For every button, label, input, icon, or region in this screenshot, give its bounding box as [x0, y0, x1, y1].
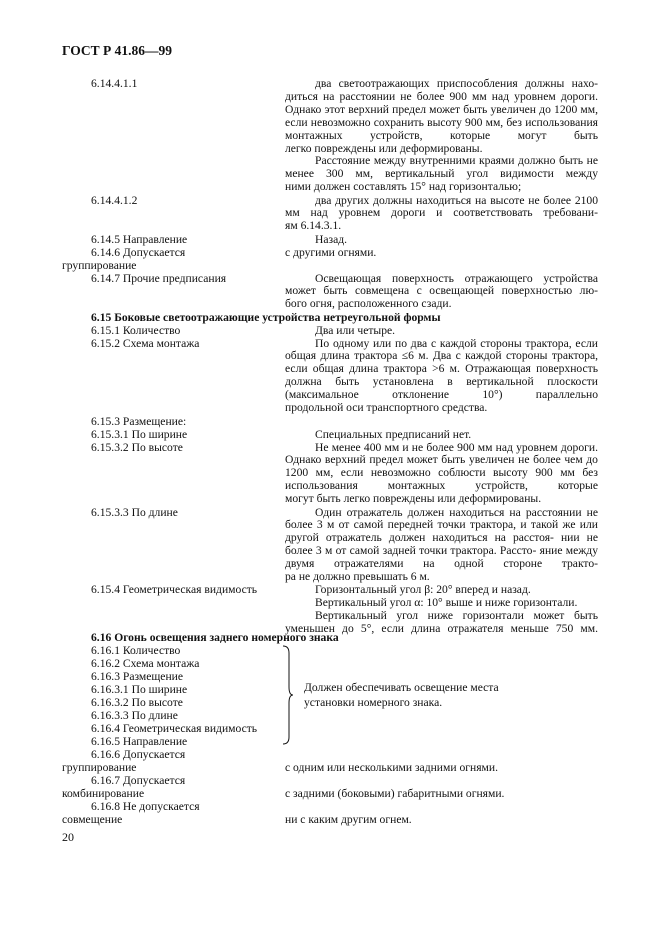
clause-number: 6.16.4 Геометрическая видимость: [91, 722, 258, 735]
clause-text: ними должен составлять 15° над горизонталью;: [285, 180, 522, 194]
clause-text: По одному или по два с каждой стороны трактора, если общая длина трактора ≤6 м. Два с каждой стороны трактора, если общая длина трактора >6 м. Отражающая поверхность должна быть установлена в вертикальной плоскости (максимальное отклонение 10°) параллельно: [285, 336, 599, 402]
clause-number: 6.16.3.3 По длине: [91, 709, 178, 722]
clause-text: Назад.: [315, 232, 348, 246]
clause-text: Вертикальный угол ниже горизонтали может быть уменьшен до 5°, если длина отражателя меньше 750 мм.: [285, 609, 598, 635]
clause-text: Специальных предписаний нет.: [315, 427, 472, 441]
clause-number: 6.14.5 Направление: [91, 232, 188, 246]
clause-number: 6.16.7 Допускается: [91, 774, 186, 787]
clause-text: Два или четыре.: [315, 323, 396, 337]
document-header: ГОСТ Р 41.86—99: [62, 43, 173, 58]
clause-number: 6.16.8 Не допускается: [91, 800, 200, 813]
clause-text: ям 6.14.3.1.: [285, 219, 342, 233]
clause-text: Горизонтальный угол β: 20° вперед и назад.: [315, 583, 531, 596]
clause-number: 6.14.4.1.2: [91, 193, 138, 207]
clause-number: группирование: [62, 258, 137, 272]
clause-text: Освещающая поверхность отражающего устройства может быть совмещена с освещающей поверхностью лю-: [285, 271, 598, 298]
clause-number: 6.14.4.1.1: [91, 77, 138, 90]
clause-text: продольной оси транспортного средства.: [285, 401, 488, 414]
clause-number: комбинирование: [62, 787, 145, 800]
clause-number: 6.14.7 Прочие предписания: [91, 271, 227, 285]
clause-text: с одним или несколькими задними огнями.: [285, 761, 498, 774]
clause-number: 6.16.6 Допускается: [91, 748, 186, 761]
clause-text: с другими огнями.: [285, 245, 377, 259]
clause-number: 6.15.3.1 По ширине: [91, 427, 188, 441]
clause-number: 6.16.3 Размещение: [91, 670, 184, 683]
clause-number: 6.16.1 Количество: [91, 644, 181, 657]
clause-text: Один отражатель должен находиться на расстоянии не более 3 м от самой передней точки трактора, и такой же или другой отражатель должен находиться на расстоя- нии не более 3 м от самой задней точки трактора. Рассто- яние между двумя отражателями на одной стороне тракто-: [285, 505, 598, 571]
clause-number: 6.15.3.2 По высоте: [91, 440, 183, 454]
clause-text: Вертикальный угол α: 10° выше и ниже горизонтали.: [315, 596, 578, 609]
brace-text: Должен обеспечивать освещение места установки номерного знака.: [304, 681, 499, 709]
section-heading: 6.16 Огонь освещения заднего номерного знака: [91, 631, 339, 644]
clause-text: два других должны находиться на высоте не более 2100 мм над уровнем дороги и соответствовать требовани-: [285, 193, 598, 220]
section-heading: 6.15 Боковые светоотражающие устройства нетреугольной формы: [91, 310, 441, 324]
clause-number: совмещение: [62, 813, 123, 826]
clause-number: группирование: [62, 761, 137, 774]
clause-text: два светоотражающих приспособления должны нахо- диться на расстоянии не более 900 мм над уровнем дороги. Однако этот верхний предел может быть увеличен до 1200 мм, если невозможно сохранить высоту 900 мм, без использования монтажных устройств, которые могут быть: [285, 77, 598, 142]
clause-number: 6.16.5 Направление: [91, 735, 188, 748]
clause-number: 6.16.2 Схема монтажа: [91, 657, 200, 670]
clause-number: 6.15.3 Размещение:: [91, 414, 187, 428]
clause-text: Не менее 400 мм и не более 900 мм над уровнем дороги. Однако верхний предел может быть увеличен не более чем до 1200 мм, если невозможно соблюсти высоту 900 мм без использования монтажных устройств, которые: [285, 440, 598, 493]
clause-number: 6.15.2 Схема монтажа: [91, 336, 200, 350]
clause-number: 6.15.3.3 По длине: [91, 505, 178, 519]
clause-number: 6.14.6 Допускается: [91, 245, 186, 259]
clause-text: могут быть легко повреждены или деформированы.: [285, 492, 542, 506]
clause-text: ра не должно превышать 6 м.: [285, 570, 430, 583]
clause-text: легко повреждены или деформированы.: [285, 141, 483, 155]
clause-text: с задними (боковыми) габаритными огнями.: [285, 787, 505, 800]
clause-number: 6.15.1 Количество: [91, 323, 181, 337]
clause-number: 6.16.3.1 По ширине: [91, 683, 188, 696]
clause-text: ни с каким другим огнем.: [285, 813, 412, 826]
right-brace: [281, 645, 293, 745]
clause-text: бого огня, расположенного сзади.: [285, 297, 452, 311]
clause-text: Расстояние между внутренними краями должно быть не менее 300 мм, вертикальный угол видимости между: [285, 154, 598, 181]
clause-number: 6.15.4 Геометрическая видимость: [91, 583, 258, 596]
clause-number: 6.16.3.2 По высоте: [91, 696, 183, 709]
page-number: 20: [62, 830, 74, 844]
